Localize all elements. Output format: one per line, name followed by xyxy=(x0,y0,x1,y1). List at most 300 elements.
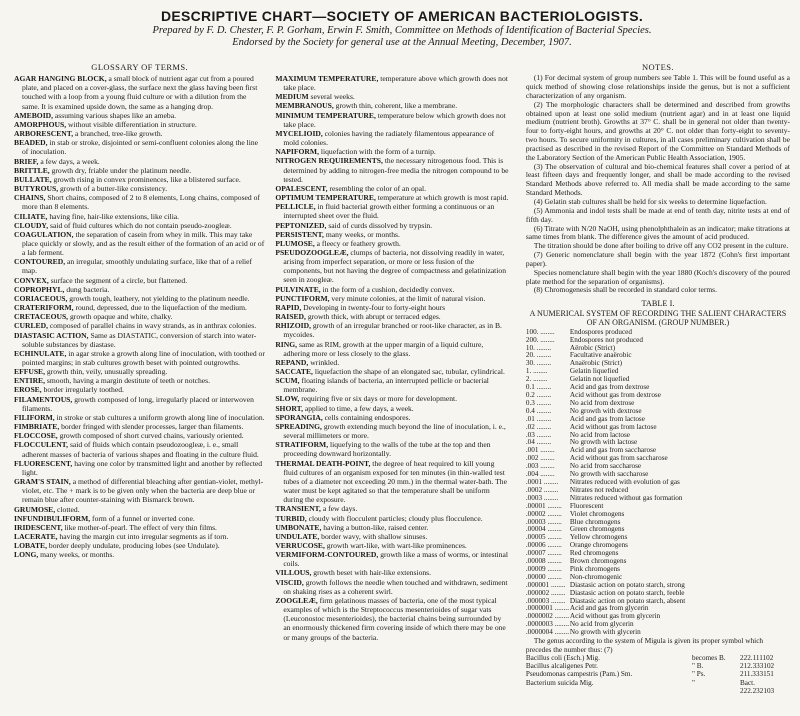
group-code: .0000001 ..... xyxy=(526,605,570,613)
glossary-term: BEADED, xyxy=(14,138,48,148)
group-description: Acid and gas from dextrose xyxy=(569,384,650,392)
glossary-definition: cloudy with flocculent particles; cloudy plus flocculence. xyxy=(306,513,483,523)
glossary-definition: applied to time, a few days, a week. xyxy=(302,403,414,413)
glossary-entry xyxy=(275,413,510,422)
glossary-definition: floating islands of bacteria, an interrupted pellicle or bacterial membrane. xyxy=(283,376,489,395)
glossary-definition: wrinkled. xyxy=(308,357,340,367)
glossary-entry xyxy=(275,514,510,523)
glossary-entry xyxy=(14,276,265,285)
glossary-definition: round, depressed, due to the liquefaction of the medium. xyxy=(73,303,247,313)
glossary-entry xyxy=(14,303,265,312)
glossary-definition: a few days. xyxy=(320,504,358,514)
group-description: Diastasic action on potato starch, feeble xyxy=(569,589,685,597)
group-code: .01 ..... xyxy=(526,416,570,424)
note-item: (5) Ammonia and indol tests shall be made at end of tenth day, nitrite tests at end of fifth day. xyxy=(525,205,790,224)
table-row xyxy=(526,447,790,455)
group-description: Gelatin liquefied xyxy=(569,368,619,376)
group-description: No acid from lactose xyxy=(569,431,630,439)
glossary-definition: clotted. xyxy=(55,504,80,514)
glossary-entry xyxy=(275,459,510,505)
glossary-entry xyxy=(14,294,265,303)
glossary-entry xyxy=(275,404,510,413)
glossary-entry xyxy=(14,212,265,221)
glossary-definition: without visible differentiation in structure. xyxy=(66,119,197,129)
group-description: Nitrates not reduced xyxy=(569,486,629,494)
glossary-entry xyxy=(275,285,510,294)
glossary-term: MEMBRANOUS, xyxy=(275,101,334,111)
glossary-entry xyxy=(275,193,510,202)
group-description: Diastasic action on potato starch, strong xyxy=(569,581,685,589)
glossary-entry xyxy=(14,505,265,514)
table-row xyxy=(526,416,790,424)
table-row xyxy=(526,337,790,345)
table-row xyxy=(526,613,790,621)
glossary-definition: a fleecy or feathery growth. xyxy=(314,238,401,248)
glossary-term: FILIFORM, xyxy=(14,412,55,422)
glossary-term: MYCELIOID, xyxy=(275,128,323,138)
table-row xyxy=(526,495,790,503)
glossary-term: CRATERIFORM, xyxy=(14,303,74,313)
group-description: Anaërobic (Strict) xyxy=(569,360,622,368)
glossary-entry xyxy=(275,230,510,239)
note-item: (7) Generic nomenclature shall begin with the year 1872 (Cohn's first important paper). xyxy=(525,250,790,268)
glossary-term: NITROGEN REQUIREMENTS, xyxy=(275,156,383,166)
example-result: 222.111102 xyxy=(740,653,774,662)
group-description: Blue chromogens xyxy=(569,518,621,526)
glossary-entry xyxy=(14,184,265,193)
note-item: (4) Gelatin stab cultures shall be held for six weeks to determine liquefaction. xyxy=(533,196,767,206)
glossary-entry xyxy=(14,422,265,431)
glossary-entry xyxy=(14,312,265,321)
notes-column xyxy=(520,63,790,695)
glossary-definition: same as RIM, growth at the upper margin of a liquid culture, adhering more or less closely to the glass. xyxy=(283,339,484,358)
glossary-definition: surface the segment of a circle, but flattened. xyxy=(48,275,188,285)
glossary-definition: temperature at which growth is most rapid. xyxy=(375,193,509,203)
glossary-entry xyxy=(275,239,510,248)
group-code: .000003 ..... xyxy=(526,598,570,606)
glossary-column-2 xyxy=(275,63,510,695)
glossary-term: TURBID, xyxy=(275,513,307,523)
group-code: 10. ..... xyxy=(526,345,570,353)
glossary-definition: a branched, tree-like growth. xyxy=(73,129,163,139)
glossary-term: PLUMOSE, xyxy=(275,238,315,248)
table-row xyxy=(526,519,790,527)
table-row xyxy=(526,550,790,558)
glossary-term: EROSE, xyxy=(14,385,42,395)
glossary-definition: growth thin, veily, unusually spreading. xyxy=(45,367,168,377)
table-row xyxy=(526,526,790,534)
group-description: No acid from saccharose xyxy=(569,463,642,471)
glossary-term: MINIMUM TEMPERATURE, xyxy=(275,110,376,120)
example-result: Bact. 222.232103 xyxy=(740,678,775,695)
example-becomes: " Ps. xyxy=(692,670,706,679)
glossary-entry xyxy=(14,221,265,230)
example-result: 212.333102 xyxy=(740,662,775,671)
table-row xyxy=(526,463,790,471)
group-code: .0000003 ..... xyxy=(526,621,570,629)
byline-endorsement: Endorsed by the Society for general use at the Annual Meeting, December, 1907. xyxy=(232,37,572,48)
group-description: Acid without gas from dextrose xyxy=(569,392,661,399)
group-code: .00009 ..... xyxy=(526,566,570,574)
glossary-entry xyxy=(275,221,510,230)
glossary-entry xyxy=(275,303,510,312)
table-row xyxy=(526,384,790,392)
group-code: 0.2 ..... xyxy=(526,392,570,400)
glossary-definition: growth composed of short curved chains, variously oriented. xyxy=(57,431,244,441)
glossary-term: BULLATE, xyxy=(14,174,52,184)
table-row xyxy=(526,487,790,495)
glossary-term: IRIDESCENT, xyxy=(14,522,63,532)
glossary-entry xyxy=(275,312,510,321)
glossary-term: LACERATE, xyxy=(14,531,58,541)
glossary-definition: border deeply undulate, producing lobes (see Undulate). xyxy=(47,541,220,551)
glossary-entry xyxy=(275,156,510,183)
group-description: Facultative anaërobic xyxy=(569,352,632,360)
glossary-term: DIASTASIC ACTION, xyxy=(14,330,89,340)
glossary-definition: growth wart-like, with wart-like prominences. xyxy=(324,540,467,550)
notes-list xyxy=(526,74,790,295)
table-row xyxy=(526,566,790,574)
glossary-entry xyxy=(275,101,510,110)
glossary-term: CORIACEOUS, xyxy=(14,293,68,303)
glossary-entry xyxy=(275,578,510,596)
group-description: Gelatin not liquefied xyxy=(569,376,630,384)
group-description: Non-chromogenic xyxy=(569,573,623,581)
glossary-entry xyxy=(14,120,265,129)
glossary-entry xyxy=(14,331,265,349)
group-code: .00000 ..... xyxy=(526,574,570,582)
group-code: 20. ..... xyxy=(526,352,570,360)
glossary-entry xyxy=(275,541,510,550)
group-description: Nitrates reduced with evolution of gas xyxy=(569,478,680,486)
glossary-definition: in stroke or stab cultures a uniform growth along line of inoculation. xyxy=(54,412,265,422)
glossary-term: ARBORESCENT, xyxy=(14,129,74,139)
glossary-term: RHIZOID, xyxy=(275,321,311,331)
glossary-entry xyxy=(14,193,265,211)
table-tail-note: The genus according to the system of Migula is given its proper symbol which precedes the number thus: (7) xyxy=(525,636,764,654)
glossary-definition: in the form of a cushion, decidedly convex. xyxy=(320,284,455,294)
glossary-definition: many weeks, or months. xyxy=(38,550,115,560)
table-row xyxy=(526,621,790,629)
table-row xyxy=(526,582,790,590)
glossary-entry xyxy=(14,129,265,138)
glossary-definition: in agar stroke a growth along line of inoculation, with toothed or pointed margins; in stab cultures growth beset with pointed outgrowths. xyxy=(22,348,265,367)
glossary-entry xyxy=(275,184,510,193)
glossary-entry xyxy=(14,257,265,275)
glossary-term: MEDIUM xyxy=(275,92,309,102)
glossary-definition: an irregular, smoothly undulating surface, like that of a relief map. xyxy=(22,257,253,276)
table-row xyxy=(526,455,790,463)
glossary-entry xyxy=(14,166,265,175)
group-code: .04 ..... xyxy=(526,439,570,447)
group-code: .0000002 ..... xyxy=(526,613,570,621)
glossary-term: CHAINS, xyxy=(14,193,46,203)
group-code: 1. ..... xyxy=(526,368,570,376)
glossary-entry xyxy=(14,523,265,532)
glossary-entry xyxy=(275,340,510,358)
glossary-definition: border irregularly toothed. xyxy=(41,385,124,395)
glossary-term: SPREADING, xyxy=(275,421,322,431)
group-description: No growth with glycerin xyxy=(569,629,641,637)
glossary-entry xyxy=(14,440,265,458)
glossary-definition: liquefaction the shape of an elongated sac, tubular, cylindrical. xyxy=(312,367,505,376)
glossary-entry xyxy=(275,376,510,394)
table-row xyxy=(526,605,790,613)
table-row xyxy=(526,432,790,440)
glossary-definition: several weeks. xyxy=(308,92,355,102)
group-code: .0002 ..... xyxy=(526,487,570,495)
note-item: (2) The morphologic characters shall be determined and described from growths obtained upon at least one solid medium (nutrient agar) and in at least one liquid medium (nutrient broth). Growths at 37° C. shall be in general not older than twenty-four to forty-eight hours, and growths at 20° C. not older than forty-eight to seventy-two hours. To secure uniformity in cultures, in all cases preliminary cultivation shall be practised as described in the revised Report of the Committee on Standard Methods of the Laboratory Section of the American Public Health Association, 1905. xyxy=(525,99,790,162)
glossary-definition: many weeks, or months. xyxy=(323,229,400,239)
glossary-definition: liquefaction with the form of a turnip. xyxy=(318,147,436,157)
glossary-list-2 xyxy=(275,74,510,642)
glossary-term: SHORT, xyxy=(275,403,303,413)
glossary-definition: like mother-of-pearl. The effect of very thin films. xyxy=(62,522,217,532)
glossary-entry xyxy=(275,294,510,303)
group-code: 0.3 ..... xyxy=(526,400,570,408)
glossary-entry xyxy=(275,568,510,577)
glossary-definition: colonies having the radiately filamentous appearance of mold colonies. xyxy=(283,128,495,148)
group-code: 2. ..... xyxy=(526,376,570,384)
glossary-term: VERRUCOSE, xyxy=(275,540,325,550)
table-row xyxy=(526,360,790,368)
glossary-definition: very minute colonies, at the limit of natural vision. xyxy=(329,293,486,303)
glossary-term: FLUORESCENT, xyxy=(14,458,73,468)
glossary-definition: in fluid bacterial growth either forming a continuous or an interrupted sheet over the fluid. xyxy=(283,202,495,221)
glossary-entry xyxy=(14,413,265,422)
group-code: 100. ..... xyxy=(526,329,570,337)
glossary-term: BUTYROUS, xyxy=(14,184,59,194)
glossary-entry xyxy=(275,504,510,513)
glossary-definition: growth like a mass of worms, or intestinal coils. xyxy=(283,550,509,569)
glossary-entry xyxy=(275,147,510,156)
glossary-term: FIMBRIATE, xyxy=(14,422,60,432)
page-title: DESCRIPTIVE CHART—SOCIETY OF AMERICAN BACTERIOLOGISTS. xyxy=(160,8,644,24)
table-row xyxy=(526,503,790,511)
group-description: No growth with dextrose xyxy=(569,407,642,415)
glossary-entry xyxy=(14,230,265,257)
group-number-table xyxy=(526,329,790,637)
glossary-term: CURLED, xyxy=(14,321,48,331)
glossary-term: VERMIFORM-CONTOURED, xyxy=(275,550,379,560)
notes-heading: NOTES. xyxy=(641,62,674,72)
glossary-entry xyxy=(14,477,265,504)
glossary-term: COAGULATION, xyxy=(14,229,74,239)
glossary-term: BRIEF, xyxy=(14,156,39,166)
glossary-term: COPROPHYL, xyxy=(14,284,65,294)
glossary-term: LONG, xyxy=(14,550,39,560)
glossary-term: ENTIRE, xyxy=(14,376,46,386)
glossary-entry xyxy=(14,550,265,559)
table-row xyxy=(526,400,790,408)
glossary-column-1 xyxy=(14,63,265,695)
group-description: No acid from glycerin xyxy=(569,621,634,629)
group-description: No growth with saccharose xyxy=(569,471,649,479)
glossary-term: AGAR HANGING BLOCK, xyxy=(14,74,107,84)
table-row xyxy=(526,590,790,598)
group-description: Yellow chromogens xyxy=(569,534,628,542)
glossary-entry xyxy=(275,202,510,220)
glossary-term: VISCID, xyxy=(275,577,304,587)
glossary-term: PELLICLE, xyxy=(275,202,316,212)
note-item: (8) Chromogenesis shall be recorded in standard color terms. xyxy=(533,285,717,295)
glossary-entry xyxy=(275,111,510,129)
glossary-definition: growth thin, coherent, like a membrane. xyxy=(333,101,458,111)
examples-list xyxy=(526,654,790,695)
table-row xyxy=(526,558,790,566)
group-description: Diastasic action on potato starch, absent xyxy=(569,597,686,605)
glossary-entry xyxy=(14,349,265,367)
glossary-term: CONVEX, xyxy=(14,275,49,285)
glossary-term: OPTIMUM TEMPERATURE, xyxy=(275,193,376,203)
group-code: .00008 ..... xyxy=(526,558,570,566)
group-code: .00004 ..... xyxy=(526,526,570,534)
group-code: 200. ..... xyxy=(526,337,570,345)
note-item: The titration should be done after boiling to drive off any CO2 present in the culture. xyxy=(533,241,789,251)
table-row xyxy=(526,352,790,360)
group-description: Acid and gas from lactose xyxy=(569,415,645,423)
group-code: 0.1 ..... xyxy=(526,384,570,392)
glossary-entry xyxy=(275,74,510,92)
glossary-entry xyxy=(275,248,510,285)
glossary-term: REPAND, xyxy=(275,357,309,367)
group-description: Acid without gas from saccharose xyxy=(569,455,668,463)
glossary-term: CONTOURED, xyxy=(14,257,66,267)
glossary-entry xyxy=(14,431,265,440)
table-row xyxy=(526,534,790,542)
glossary-list-1 xyxy=(14,74,265,559)
glossary-definition: a method of differential bleaching after gentian-violet, methyl-violet, etc. The + mark is to be given only when the bacteria are deep blue or remain blue after counter-staining with Bismarck brown. xyxy=(22,477,264,505)
glossary-term: NAPIFORM, xyxy=(275,147,319,157)
glossary-term: PUNCTIFORM, xyxy=(275,293,330,303)
glossary-term: EFFUSE, xyxy=(14,367,46,377)
glossary-definition: composed of parallel chains in wavy strands, as in anthrax colonies. xyxy=(47,321,257,331)
table-row xyxy=(526,376,790,384)
example-row xyxy=(526,670,790,678)
glossary-term: SPORANGIA, xyxy=(275,412,323,422)
group-code: .00006 ..... xyxy=(526,542,570,550)
glossary-term: PULVINATE, xyxy=(275,284,321,294)
table-row xyxy=(526,392,790,400)
group-description: Orange chromogens xyxy=(569,542,628,550)
group-code: .000001 ..... xyxy=(526,582,570,590)
glossary-term: CLOUDY, xyxy=(14,220,49,230)
glossary-definition: growth of a butter-like consistency. xyxy=(58,184,168,194)
glossary-entry xyxy=(14,367,265,376)
glossary-entry xyxy=(275,367,510,376)
glossary-definition: growth tough, leathery, not yielding to the platinum needle. xyxy=(67,293,250,303)
glossary-definition: temperature above which growth does not take place. xyxy=(283,74,508,93)
glossary-term: SCUM, xyxy=(275,376,300,386)
table-label: TABLE I. xyxy=(641,299,675,309)
glossary-definition: said of fluids which contain pseudozoogleæ, i. e., small adherent masses of bacteria of various shapes and floating in the culture fluid. xyxy=(22,440,259,459)
glossary-definition: the degree of heat required to kill young fluid cultures of an organism exposed for ten minutes (in thin-walled test tubes of a diameter not exceeding 20 mm.) in the thermal water-bath. The water must be kept agitated so that the temperature shall be uniform during the exposure. xyxy=(283,458,507,505)
group-description: Acid without gas from lactose xyxy=(569,423,657,431)
glossary-definition: having fine, hair-like extensions, like cilia. xyxy=(47,211,180,221)
glossary-term: GRUMOSE, xyxy=(14,504,56,514)
glossary-definition: requiring five or six days or more for development. xyxy=(299,394,458,404)
table-row xyxy=(526,424,790,432)
glossary-entry xyxy=(14,532,265,541)
example-becomes: " xyxy=(692,678,695,687)
note-item: (3) The observation of cultural and bio-chemical features shall cover a period of at least fifteen days and frequently longer, and shall be made according to the revised Standard Methods above referred to. All media shall be made according to the same Standard Methods. xyxy=(525,161,790,198)
group-code: .001 ..... xyxy=(526,447,570,455)
glossary-entry xyxy=(14,376,265,385)
group-code: .0003 ..... xyxy=(526,495,570,503)
group-code: 30. ..... xyxy=(526,360,570,368)
group-description: Aërobic (Strict) xyxy=(569,344,616,352)
group-description: Fluorescent xyxy=(569,502,604,510)
glossary-entry xyxy=(275,596,510,642)
glossary-entry xyxy=(275,440,510,458)
glossary-term: OPALESCENT, xyxy=(275,183,328,193)
glossary-entry xyxy=(14,514,265,523)
group-code: .004 ..... xyxy=(526,471,570,479)
glossary-entry xyxy=(14,111,265,120)
glossary-term: AMEBOID, xyxy=(14,110,54,120)
glossary-entry xyxy=(14,138,265,156)
glossary-term: FLOCCOSE, xyxy=(14,431,58,441)
glossary-definition: in stab or stroke, disjointed or semi-confluent colonies along the line of inoculation. xyxy=(22,138,259,157)
glossary-term: TRANSIENT, xyxy=(275,504,321,514)
group-code: .00001 ..... xyxy=(526,503,570,511)
glossary-definition: border wavy, with shallow sinuses. xyxy=(319,531,428,541)
glossary-entry xyxy=(14,541,265,550)
glossary-entry xyxy=(14,74,265,111)
glossary-entry xyxy=(275,532,510,541)
note-item: (1) For decimal system of group numbers see Table 1. This will be found useful as a quick method of showing close relationships inside the genus, but is not a sufficient characterization of any organism. xyxy=(525,73,790,100)
glossary-term: ZOOGLEÆ, xyxy=(275,595,318,605)
group-code: .0000004 ..... xyxy=(526,629,570,637)
glossary-entry xyxy=(275,321,510,339)
glossary-definition: a few days, a week. xyxy=(38,156,100,166)
glossary-definition: Developing in twenty-four to forty-eight hours xyxy=(301,302,446,312)
glossary-term: STRATIFORM, xyxy=(275,440,329,450)
group-description: Green chromogens xyxy=(569,526,625,534)
group-code: .03 ..... xyxy=(526,432,570,440)
glossary-term: INFUNDIBULIFORM, xyxy=(14,513,91,523)
group-description: Pink chromogens xyxy=(569,565,620,573)
example-becomes: " B. xyxy=(692,662,704,671)
glossary-term: ECHINULATE, xyxy=(14,348,67,358)
glossary-entry xyxy=(275,358,510,367)
glossary-term: PERSISTENT, xyxy=(275,229,324,239)
glossary-definition: liquefying to the walls of the tube at the top and then proceeding downward horizontally. xyxy=(283,440,491,459)
group-description: Violet chromogens xyxy=(569,510,625,518)
glossary-definition: clumps of bacteria, not dissolving readily in water, arising from imperfect separation, or more or less fusion of the components, but not having the degree of compactness and gelatinization seen in zoogleæ. xyxy=(283,247,506,285)
group-description: Brown chromogens xyxy=(569,558,627,566)
group-description: Acid without gas from glycerin xyxy=(569,613,661,621)
group-description: Red chromogens xyxy=(569,550,619,558)
glossary-definition: growth beset with hair-like extensions. xyxy=(311,568,432,578)
glossary-definition: growth composed of long, irregularly placed or interwoven filaments. xyxy=(22,394,254,413)
example-row xyxy=(526,654,790,662)
group-description: Nitrates reduced without gas formation xyxy=(569,494,683,502)
example-result: 211.333151 xyxy=(740,670,774,679)
glossary-term: FILAMENTOUS, xyxy=(14,394,73,404)
glossary-definition: said of fluid cultures which do not contain pseudo-zoogleæ. xyxy=(48,220,232,230)
glossary-definition: growth rising in convex prominences, like a blistered surface. xyxy=(51,174,241,184)
glossary-definition: said of curds dissolved by trypsin. xyxy=(326,220,433,230)
table-row xyxy=(526,542,790,550)
table-row xyxy=(526,574,790,582)
glossary-term: GRAM'S STAIN, xyxy=(14,477,71,487)
group-code: .000002 ..... xyxy=(526,590,570,598)
glossary-entry xyxy=(275,92,510,101)
group-code: 0.4 ..... xyxy=(526,408,570,416)
glossary-entry xyxy=(14,157,265,166)
table-row xyxy=(526,598,790,606)
